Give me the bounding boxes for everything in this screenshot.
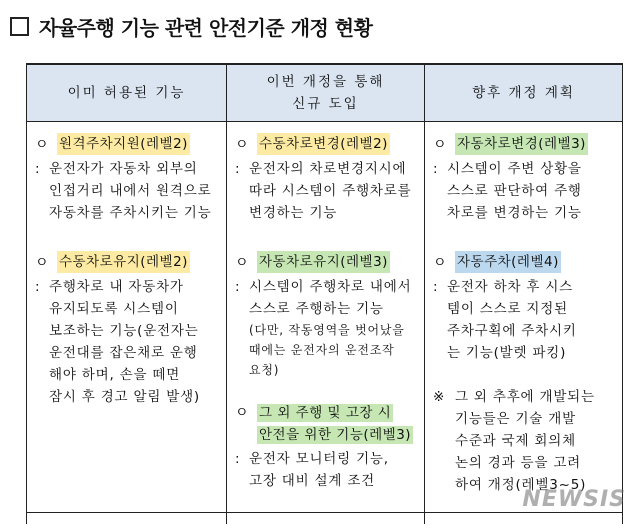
feature-description: 시스템이 주행차로 내에서 스스로 주행하는 기능 (다만, 작동영역을 벗어났을 때에는 운전자의 운전조작 요청) [249,279,412,377]
page-title [10,12,372,40]
list-item: ㅇ 자동차로변경(레벨3) : 시스템이 주변 상황을 스스로 판단하여 주행 차로를 변경하는 기능 [433,132,614,224]
list-item: ㅇ 자동차로유지(레벨3) : 시스템이 주행차로 내에서 스스로 주행하는 기능 (다만, 작동영역을 벗어났을 때에는 운전자의 운전조작 요청) [235,250,416,380]
header-future-plan: 향후 개정 계획 [425,64,623,122]
bullet-icon: ㅇ [35,255,49,271]
feature-name: 자동차로유지(레벨3) [257,251,390,273]
title-text: 자율주행 기능 관련 안전기준 개정 현황 [39,15,373,40]
feature-description: 운전자 모니터링 기능, 고장 대비 설계 조건 [249,451,389,489]
header-new-introduced [227,64,425,122]
feature-description: 운전자가 자동차 외부의 인접거리 내에서 원격으로 자동차를 주차시키는 기능 [49,161,212,221]
reference-mark-icon: ※ [433,389,445,405]
bullet-icon: ㅇ [35,137,49,153]
table-body-row [27,122,623,525]
feature-description: 주행차로 내 자동차가 유지되도록 시스템이 보조하는 기능(운전자는 운전대를 잡은채로 운행 해야 하며, 손을 떼면 잠시 후 경고 알림 발생) [49,279,201,405]
bullet-icon: ㅇ [433,255,447,271]
bullet-icon: ㅇ [235,405,249,421]
feature-name: 원격주차지원(레벨2) [57,133,190,155]
feature-description: 시스템이 주변 상황을 스스로 판단하여 주행 차로를 변경하는 기능 [447,161,582,221]
list-item: ㅇ 수동차로유지(레벨2) : 주행차로 내 자동차가 유지되도록 시스템이 보조하는 기능(운전자는 운전대를 잡은채로 운행 해야 하며, 손을 떼면 잠시 후 경고 알림 발생) [35,250,218,408]
column-new-introduced [227,122,425,525]
checkbox-square-icon [10,17,29,36]
bullet-icon: ㅇ [235,137,249,153]
column-already-allowed [27,122,227,525]
bullet-icon: ㅇ [235,255,249,271]
feature-description: 운전자의 차로변경지시에 따라 시스템이 주행차로를 변경하는 기능 [249,161,412,221]
feature-name: 수동차로유지(레벨2) [57,251,190,273]
future-note [433,386,614,496]
list-item: ㅇ 그 외 주행 및 고장 시 안전을 위한 기능(레벨3) : 운전자 모니터링 기능, 고장 대비 설계 조건 [235,402,416,492]
note-text: 그 외 추후에 개발되는 기능들은 기술 개발 수준과 국제 회의체 논의 경과 등을 고려 하여 개정(레벨3~5) [455,389,595,493]
list-item: ㅇ 원격주차지원(레벨2) : 운전자가 자동차 외부의 인접거리 내에서 원격으로 자동차를 주차시키는 기능 [35,132,218,224]
feature-description: 운전자 하차 후 시스 템이 스스로 지정된 주차구획에 주차시키 는 기능(발렛 파킹) [447,279,577,361]
feature-name: 그 외 주행 및 고장 시 안전을 위한 기능(레벨3) [259,405,412,443]
feature-name: 수동차로변경(레벨2) [257,133,390,155]
table-header-row [27,64,623,122]
list-item: ㅇ 수동차로변경(레벨2) : 운전자의 차로변경지시에 따라 시스템이 주행차로를 변경하는 기능 [235,132,416,224]
header-line: 신규 도입 [292,96,359,112]
table-bottom-border [26,512,622,513]
list-item: ㅇ 자동주차(레벨4) : 운전자 하차 후 시스 템이 스스로 지정된 주차구획에 주차시키 는 기능(발렛 파킹) [433,250,614,364]
header-line: 이번 개정을 통해 [266,74,385,90]
header-already-allowed: 이미 허용된 기능 [27,64,227,122]
bullet-icon: ㅇ [433,137,447,153]
newsis-watermark: NEWSIS [522,487,626,512]
column-future-plan [425,122,623,525]
feature-name: 자동차로변경(레벨3) [455,133,588,155]
standards-table [26,63,623,524]
feature-name: 자동주차(레벨4) [455,251,561,273]
